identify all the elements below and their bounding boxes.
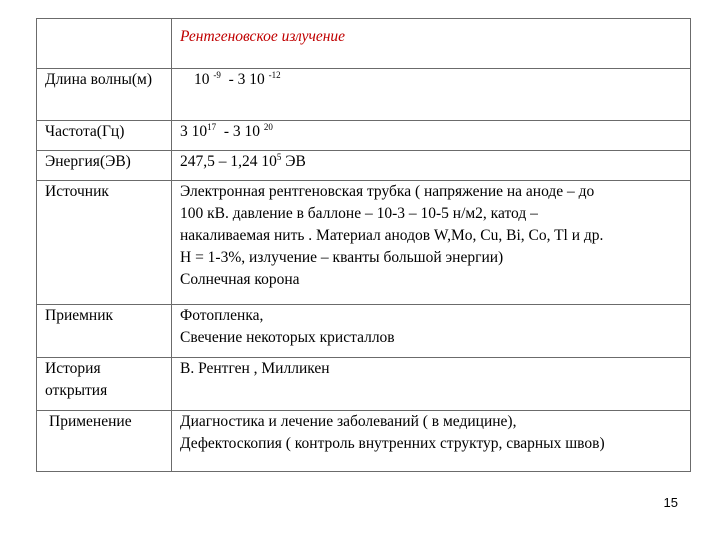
usage-label-cell — [37, 411, 172, 472]
wavelength-value: 10 $^{-9}$ - 3 10 $^{-12}$ — [172, 69, 691, 121]
page-number: 15 — [663, 495, 678, 510]
history-label: История открытия — [37, 358, 172, 411]
table-row-history — [37, 358, 691, 411]
usage-label: Применение — [49, 413, 132, 430]
energy-value: 247,5 – 1,24 $10^5$ ЭВ — [172, 151, 691, 181]
table-row-usage — [37, 411, 691, 472]
frequency-label: Частота(Гц) — [37, 121, 172, 151]
history-value: В. Рентген , Милликен — [172, 358, 691, 411]
table-row-source — [37, 181, 691, 305]
table-row-wavelength — [37, 69, 691, 121]
frequency-value: 3 $10^{17} - 3$ 10 $^{20}$ — [172, 121, 691, 151]
usage-value — [172, 411, 691, 472]
table-row-energy — [37, 151, 691, 181]
receiver-label: Приемник — [37, 305, 172, 358]
receiver-value — [172, 305, 691, 358]
receiver-line: Фотопленка, — [180, 307, 264, 324]
source-line: H = 1-3%, излучение – кванты большой энергии) — [180, 249, 504, 266]
source-line: Солнечная корона — [180, 271, 300, 288]
energy-label: Энергия(ЭВ) — [37, 151, 172, 181]
table-row-receiver — [37, 305, 691, 358]
header-empty-cell — [37, 19, 172, 69]
table-title: Рентгеновское излучение — [172, 19, 691, 69]
source-label: Источник — [37, 181, 172, 305]
source-line: накаливаемая нить . Материал анодов W,Mo, Cu, Bi, Co, Tl и др. — [180, 227, 604, 244]
usage-line: Дефектоскопия ( контроль внутренних структур, сварных швов) — [180, 435, 605, 452]
usage-line: Диагностика и лечение заболеваний ( в медицине), — [180, 413, 517, 430]
table-header-row — [37, 19, 691, 69]
source-value — [172, 181, 691, 305]
source-line: 100 кВ. давление в баллоне – 10-3 – 10-5 н/м2, катод – — [180, 205, 538, 222]
table-row-frequency — [37, 121, 691, 151]
xray-properties-table — [36, 18, 691, 472]
source-line: Электронная рентгеновская трубка ( напряжение на аноде – до — [180, 183, 595, 200]
wavelength-label: Длина волны(м) — [37, 69, 172, 121]
receiver-line: Свечение некоторых кристаллов — [180, 329, 395, 346]
